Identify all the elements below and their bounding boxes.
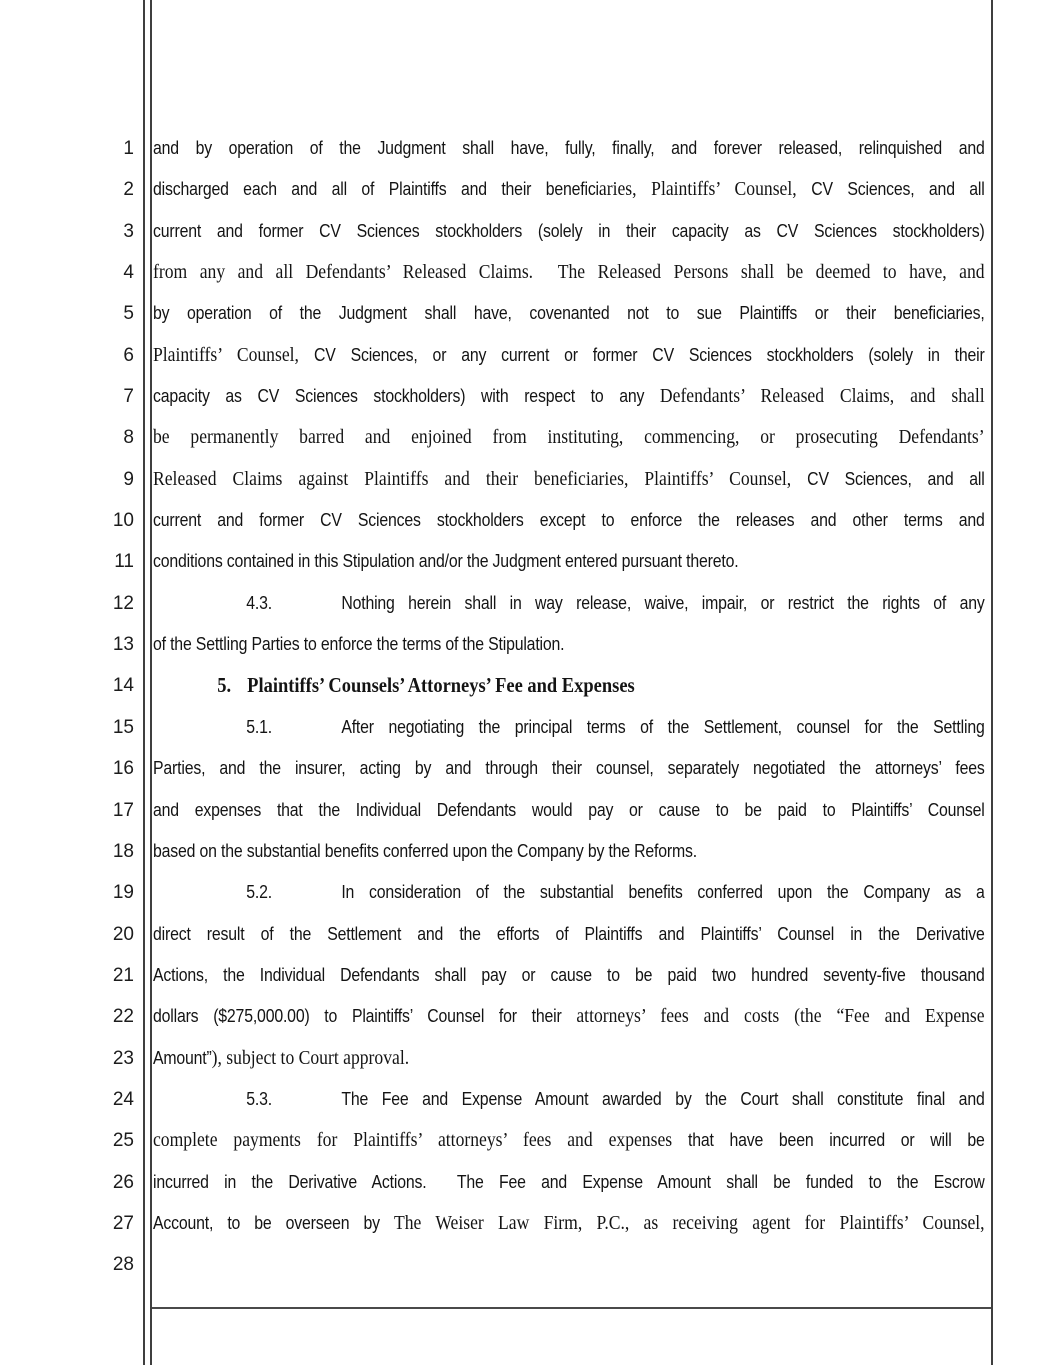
line-number: 4 [123, 262, 134, 284]
line-number: 15 [112, 716, 134, 738]
text-segment: After negotiating the principal terms of the Settlement, counsel for the Settling [341, 716, 985, 737]
text-segment: attorneys’ fees and costs (the “Fee and Expense [576, 1005, 985, 1028]
text-segment: CV Sciences, and all [807, 468, 985, 489]
line-number: 2 [123, 179, 134, 201]
document-line [0, 376, 1055, 417]
document-line [0, 872, 1055, 913]
indent-spacer [153, 690, 217, 692]
line-text [153, 252, 985, 293]
line-text [153, 872, 985, 913]
lines-container [0, 128, 1055, 1286]
text-segment: Parties, and the insurer, acting by and through their counsel, separately negotiated the attorneys’ fees [153, 758, 985, 779]
line-text [153, 707, 985, 748]
line-text [153, 996, 985, 1037]
text-segment: CV Sciences, and all [811, 179, 985, 200]
text-segment: by operation of the Judgment shall have, covenanted not to sue Plaintiffs or their beneficiaries, [153, 303, 985, 324]
text-segment: 5.3. [246, 1088, 273, 1109]
line-number: 10 [112, 510, 134, 532]
line-number: 22 [112, 1006, 134, 1028]
text-segment: 5. [217, 673, 232, 698]
indent-spacer [153, 607, 246, 609]
line-number: 5 [123, 303, 134, 325]
text-segment: Plaintiffs’ Counsel, [153, 343, 315, 366]
text-segment: current and former CV Sciences stockholders except to enforce the releases and other terms and [153, 510, 985, 531]
line-text [153, 500, 985, 541]
line-text [153, 790, 985, 831]
line-text [153, 1038, 985, 1079]
line-text [153, 1079, 985, 1120]
line-number: 28 [112, 1254, 134, 1276]
text-segment: Plaintiffs’ Counsels’ Attorneys’ Fee and Expenses [247, 673, 635, 698]
line-text [153, 831, 985, 872]
text-segment: current and former CV Sciences stockholders (solely in their capacity as CV Sciences stockholders) [153, 220, 985, 241]
text-segment: discharged each and all of Plaintiffs and their benefici [153, 179, 599, 200]
line-number: 8 [123, 427, 134, 449]
document-line [0, 541, 1055, 582]
text-segment: direct result of the Settlement and the efforts of Plaintiffs and Plaintiffs’ Counsel in the Derivative [153, 923, 985, 944]
document-line [0, 1079, 1055, 1120]
line-number: 26 [112, 1171, 134, 1193]
text-segment: 4.3. [246, 592, 273, 613]
text-segment: and by operation of the Judgment shall have, fully, finally, and forever released, relinquished and [153, 138, 985, 158]
line-number: 20 [112, 923, 134, 945]
document-line [0, 459, 1055, 500]
line-number: 19 [112, 882, 134, 904]
text-segment: be permanently barred and enjoined from instituting, commencing, or prosecuting Defendants’ [153, 426, 985, 449]
line-number: 27 [112, 1212, 134, 1234]
document-line [0, 1203, 1055, 1244]
line-number: 13 [112, 634, 134, 656]
text-segment: The Weiser Law Firm, P.C., as receiving agent for Plaintiffs’ Counsel, [394, 1211, 985, 1234]
line-text [153, 169, 985, 210]
line-text [153, 1162, 985, 1203]
text-segment: Account, to be overseen by [153, 1212, 395, 1233]
document-line [0, 955, 1055, 996]
line-text [153, 1244, 985, 1285]
text-segment: ), subject to Court approval. [211, 1046, 410, 1069]
text-segment: dollars ($275,000.00) to Plaintiffs’ Counsel for their [153, 1006, 577, 1027]
text-segment: and expenses that the Individual Defendants would pay or cause to be paid to Plaintiffs’ Counsel [153, 799, 985, 820]
line-text [153, 376, 985, 417]
line-text [153, 583, 985, 624]
text-segment: Actions, the Individual Defendants shall pay or cause to be paid two hundred seventy-five thousand [153, 964, 985, 985]
line-text [153, 624, 985, 665]
line-text [153, 1120, 985, 1161]
line-text [153, 1203, 985, 1244]
text-segment: 5.2. [246, 882, 273, 903]
line-number: 25 [112, 1130, 134, 1152]
text-segment: Amount” [153, 1047, 212, 1068]
document-line [0, 624, 1055, 665]
document-line [0, 914, 1055, 955]
line-text [153, 748, 985, 789]
line-text [153, 293, 985, 334]
footer-rule [152, 1307, 991, 1309]
line-text [153, 914, 985, 955]
document-line [0, 335, 1055, 376]
document-line [0, 211, 1055, 252]
line-number: 18 [112, 840, 134, 862]
text-segment: capacity as CV Sciences stockholders) with respect to any [153, 386, 660, 407]
document-line [0, 583, 1055, 624]
line-text [153, 335, 985, 376]
line-number: 1 [123, 138, 134, 159]
line-number: 3 [123, 220, 134, 242]
line-text [153, 665, 985, 706]
text-segment: complete payments for Plaintiffs’ attorneys’ fees and expenses [153, 1129, 689, 1152]
document-line [0, 293, 1055, 334]
document-line [0, 1162, 1055, 1203]
document-line [0, 417, 1055, 458]
document-line [0, 500, 1055, 541]
line-number: 6 [123, 344, 134, 366]
line-text [153, 211, 985, 252]
document-line [0, 748, 1055, 789]
line-number: 9 [123, 468, 134, 490]
text-segment: of the Settling Parties to enforce the terms of the Stipulation. [153, 634, 565, 655]
text-segment: Released Claims against Plaintiffs and their beneficiaries, Plaintiffs’ Counsel, [153, 467, 808, 490]
text-segment: based on the substantial benefits conferred upon the Company by the Reforms. [153, 840, 698, 861]
document-line [0, 790, 1055, 831]
line-text [153, 955, 985, 996]
line-number: 23 [112, 1047, 134, 1069]
document-line [0, 1038, 1055, 1079]
document-line [0, 1120, 1055, 1161]
text-segment: that have been incurred or will be [688, 1130, 985, 1151]
line-number: 21 [112, 964, 134, 986]
line-number: 16 [112, 758, 134, 780]
document-line [0, 665, 1055, 706]
line-number: 24 [112, 1088, 134, 1110]
document-line [0, 1244, 1055, 1285]
document-line [0, 128, 1055, 169]
text-segment: conditions contained in this Stipulation and/or the Judgment entered pursuant thereto. [153, 551, 739, 572]
document-line [0, 707, 1055, 748]
document-line [0, 996, 1055, 1037]
document-line [0, 252, 1055, 293]
line-text [153, 541, 985, 582]
document-line [0, 831, 1055, 872]
line-number: 11 [114, 551, 134, 573]
line-number: 7 [123, 386, 134, 408]
indent-spacer [153, 896, 246, 898]
text-segment: 5.1. [246, 716, 273, 737]
line-text [153, 417, 985, 458]
text-segment: aries, Plaintiffs’ Counsel, [598, 178, 812, 201]
indent-spacer [153, 1103, 246, 1105]
line-number: 12 [112, 592, 134, 614]
line-text [153, 128, 985, 169]
text-segment: The Fee and Expense Amount awarded by the Court shall constitute final and [341, 1088, 985, 1109]
text-segment: In consideration of the substantial benefits conferred upon the Company as a [341, 882, 985, 903]
text-segment: CV Sciences, or any current or former CV Sciences stockholders (solely in their [314, 344, 985, 365]
document-line [0, 169, 1055, 210]
line-text [153, 459, 985, 500]
indent-spacer [153, 731, 246, 733]
text-segment: Nothing herein shall in way release, waive, impair, or restrict the rights of any [341, 592, 985, 613]
text-segment: incurred in the Derivative Actions. The Fee and Expense Amount shall be funded to the Escrow [153, 1171, 985, 1192]
line-number: 14 [112, 675, 134, 697]
text-segment: from any and all Defendants’ Released Claims. The Released Persons shall be deemed to have, and [153, 261, 985, 284]
text-segment: Defendants’ Released Claims, and shall [659, 385, 985, 408]
line-number: 17 [112, 799, 134, 821]
